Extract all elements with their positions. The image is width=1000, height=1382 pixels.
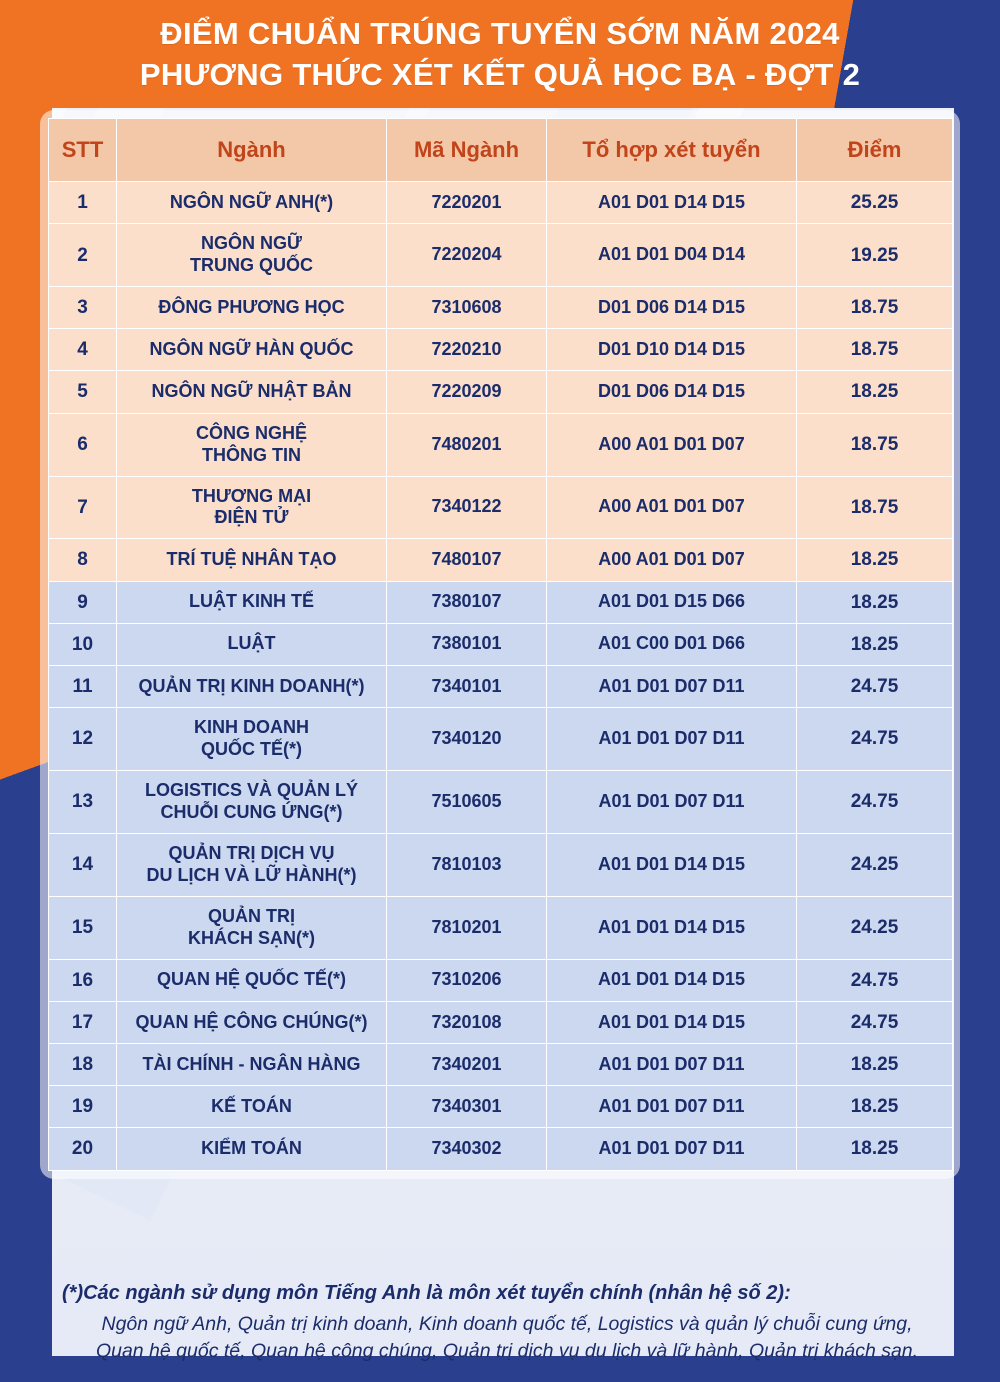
table-row xyxy=(49,413,953,476)
cell-stt: 7 xyxy=(49,476,117,539)
cell-diem: 24.75 xyxy=(797,771,953,834)
right-band-blue xyxy=(954,60,1000,1382)
cell-to-hop: A01 D01 D14 D15 xyxy=(547,959,797,1001)
cell-ma-nganh: 7220201 xyxy=(387,182,547,224)
cell-diem: 19.25 xyxy=(797,224,953,287)
cell-to-hop: A01 C00 D01 D66 xyxy=(547,623,797,665)
column-header-to-hop: Tổ hợp xét tuyển xyxy=(547,119,797,182)
cell-ma-nganh: 7340301 xyxy=(387,1086,547,1128)
table-row xyxy=(49,476,953,539)
cell-ma-nganh: 7220204 xyxy=(387,224,547,287)
benchmark-score-table xyxy=(48,118,953,1171)
cell-stt: 12 xyxy=(49,708,117,771)
score-table-card xyxy=(40,110,960,1179)
cell-stt: 2 xyxy=(49,224,117,287)
table-row xyxy=(49,371,953,413)
cell-ma-nganh: 7340120 xyxy=(387,708,547,771)
cell-nganh: KIỂM TOÁN xyxy=(117,1128,387,1170)
footnote-title: (*)Các ngành sử dụng môn Tiếng Anh là môn xét tuyển chính (nhân hệ số 2): xyxy=(62,1282,791,1304)
cell-stt: 4 xyxy=(49,329,117,371)
table-row xyxy=(49,1044,953,1086)
footnote xyxy=(62,1282,952,1365)
cell-to-hop: A01 D01 D07 D11 xyxy=(547,1086,797,1128)
cell-stt: 8 xyxy=(49,539,117,581)
cell-to-hop: A01 D01 D04 D14 xyxy=(547,224,797,287)
cell-nganh: NGÔN NGỮ HÀN QUỐC xyxy=(117,329,387,371)
cell-stt: 9 xyxy=(49,581,117,623)
cell-nganh: KẾ TOÁN xyxy=(117,1086,387,1128)
cell-stt: 15 xyxy=(49,896,117,959)
cell-ma-nganh: 7320108 xyxy=(387,1001,547,1043)
cell-nganh: QUAN HỆ CÔNG CHÚNG(*) xyxy=(117,1001,387,1043)
column-header-diem: Điểm xyxy=(797,119,953,182)
cell-stt: 18 xyxy=(49,1044,117,1086)
cell-to-hop: A01 D01 D14 D15 xyxy=(547,1001,797,1043)
table-row xyxy=(49,665,953,707)
cell-nganh: KINH DOANH QUỐC TẾ(*) xyxy=(117,708,387,771)
cell-nganh: THƯƠNG MẠI ĐIỆN TỬ xyxy=(117,476,387,539)
cell-stt: 16 xyxy=(49,959,117,1001)
cell-nganh: QUẢN TRỊ KHÁCH SẠN(*) xyxy=(117,896,387,959)
cell-nganh: LOGISTICS VÀ QUẢN LÝ CHUỖI CUNG ỨNG(*) xyxy=(117,771,387,834)
cell-to-hop: A00 A01 D01 D07 xyxy=(547,539,797,581)
cell-ma-nganh: 7510605 xyxy=(387,771,547,834)
cell-ma-nganh: 7340101 xyxy=(387,665,547,707)
cell-ma-nganh: 7310206 xyxy=(387,959,547,1001)
cell-ma-nganh: 7810201 xyxy=(387,896,547,959)
cell-nganh: LUẬT KINH TẾ xyxy=(117,581,387,623)
cell-stt: 19 xyxy=(49,1086,117,1128)
cell-diem: 18.75 xyxy=(797,413,953,476)
table-row xyxy=(49,329,953,371)
cell-nganh: QUẢN TRỊ DỊCH VỤ DU LỊCH VÀ LỮ HÀNH(*) xyxy=(117,833,387,896)
cell-ma-nganh: 7220210 xyxy=(387,329,547,371)
cell-to-hop: A01 D01 D14 D15 xyxy=(547,896,797,959)
cell-ma-nganh: 7340302 xyxy=(387,1128,547,1170)
cell-to-hop: D01 D06 D14 D15 xyxy=(547,371,797,413)
footnote-body: Ngôn ngữ Anh, Quản trị kinh doanh, Kinh doanh quốc tế, Logistics và quản lý chuỗi cung ứng, Quan hệ quốc tế, Quan hệ công chúng, Quản trị dịch vụ du lịch và lữ hành, Quản trị khách sạn. xyxy=(95,1313,919,1362)
cell-to-hop: A00 A01 D01 D07 xyxy=(547,476,797,539)
page-title xyxy=(0,14,1000,96)
cell-ma-nganh: 7480107 xyxy=(387,539,547,581)
cell-nganh: NGÔN NGỮ ANH(*) xyxy=(117,182,387,224)
table-header-row xyxy=(49,119,953,182)
table-row xyxy=(49,581,953,623)
cell-to-hop: A01 D01 D14 D15 xyxy=(547,833,797,896)
cell-diem: 18.25 xyxy=(797,1128,953,1170)
cell-stt: 3 xyxy=(49,287,117,329)
column-header-nganh: Ngành xyxy=(117,119,387,182)
cell-stt: 6 xyxy=(49,413,117,476)
cell-ma-nganh: 7380107 xyxy=(387,581,547,623)
table-row xyxy=(49,539,953,581)
cell-to-hop: A01 D01 D07 D11 xyxy=(547,771,797,834)
title-line-2: PHƯƠNG THỨC XÉT KẾT QUẢ HỌC BẠ - ĐỢT 2 xyxy=(139,56,861,92)
cell-to-hop: A00 A01 D01 D07 xyxy=(547,413,797,476)
cell-stt: 11 xyxy=(49,665,117,707)
cell-diem: 24.75 xyxy=(797,708,953,771)
cell-nganh: NGÔN NGỮ NHẬT BẢN xyxy=(117,371,387,413)
cell-to-hop: D01 D10 D14 D15 xyxy=(547,329,797,371)
table-row xyxy=(49,1086,953,1128)
cell-stt: 5 xyxy=(49,371,117,413)
cell-ma-nganh: 7810103 xyxy=(387,833,547,896)
cell-nganh: TÀI CHÍNH - NGÂN HÀNG xyxy=(117,1044,387,1086)
cell-ma-nganh: 7380101 xyxy=(387,623,547,665)
table-row xyxy=(49,896,953,959)
table-body xyxy=(49,182,953,1171)
cell-stt: 1 xyxy=(49,182,117,224)
cell-to-hop: A01 D01 D07 D11 xyxy=(547,1044,797,1086)
cell-to-hop: A01 D01 D07 D11 xyxy=(547,1128,797,1170)
cell-to-hop: A01 D01 D07 D11 xyxy=(547,708,797,771)
cell-diem: 18.25 xyxy=(797,1044,953,1086)
title-line-1: ĐIỂM CHUẨN TRÚNG TUYỂN SỚM NĂM 2024 xyxy=(160,16,840,51)
table-row xyxy=(49,959,953,1001)
table-row xyxy=(49,623,953,665)
column-header-ma-nganh: Mã Ngành xyxy=(387,119,547,182)
table-row xyxy=(49,1001,953,1043)
cell-ma-nganh: 7310608 xyxy=(387,287,547,329)
cell-nganh: QUẢN TRỊ KINH DOANH(*) xyxy=(117,665,387,707)
table-row xyxy=(49,182,953,224)
cell-nganh: TRÍ TUỆ NHÂN TẠO xyxy=(117,539,387,581)
table-header xyxy=(49,119,953,182)
cell-ma-nganh: 7340201 xyxy=(387,1044,547,1086)
cell-stt: 20 xyxy=(49,1128,117,1170)
cell-stt: 17 xyxy=(49,1001,117,1043)
cell-nganh: ĐÔNG PHƯƠNG HỌC xyxy=(117,287,387,329)
cell-diem: 18.75 xyxy=(797,476,953,539)
table-row xyxy=(49,833,953,896)
cell-to-hop: A01 D01 D07 D11 xyxy=(547,665,797,707)
cell-diem: 18.25 xyxy=(797,371,953,413)
cell-to-hop: D01 D06 D14 D15 xyxy=(547,287,797,329)
cell-diem: 24.75 xyxy=(797,665,953,707)
cell-stt: 10 xyxy=(49,623,117,665)
table-row xyxy=(49,771,953,834)
cell-nganh: QUAN HỆ QUỐC TẾ(*) xyxy=(117,959,387,1001)
table-row xyxy=(49,287,953,329)
cell-diem: 24.25 xyxy=(797,833,953,896)
cell-to-hop: A01 D01 D15 D66 xyxy=(547,581,797,623)
cell-diem: 18.75 xyxy=(797,329,953,371)
cell-diem: 24.75 xyxy=(797,1001,953,1043)
cell-ma-nganh: 7480201 xyxy=(387,413,547,476)
cell-diem: 18.25 xyxy=(797,623,953,665)
column-header-stt: STT xyxy=(49,119,117,182)
table-row xyxy=(49,1128,953,1170)
cell-diem: 24.25 xyxy=(797,896,953,959)
cell-stt: 14 xyxy=(49,833,117,896)
cell-ma-nganh: 7220209 xyxy=(387,371,547,413)
cell-diem: 18.25 xyxy=(797,1086,953,1128)
cell-stt: 13 xyxy=(49,771,117,834)
cell-diem: 18.75 xyxy=(797,287,953,329)
cell-nganh: NGÔN NGỮ TRUNG QUỐC xyxy=(117,224,387,287)
table-row xyxy=(49,708,953,771)
cell-diem: 25.25 xyxy=(797,182,953,224)
cell-to-hop: A01 D01 D14 D15 xyxy=(547,182,797,224)
table-row xyxy=(49,224,953,287)
cell-nganh: LUẬT xyxy=(117,623,387,665)
cell-ma-nganh: 7340122 xyxy=(387,476,547,539)
cell-nganh: CÔNG NGHỆ THÔNG TIN xyxy=(117,413,387,476)
cell-diem: 24.75 xyxy=(797,959,953,1001)
cell-diem: 18.25 xyxy=(797,539,953,581)
cell-diem: 18.25 xyxy=(797,581,953,623)
